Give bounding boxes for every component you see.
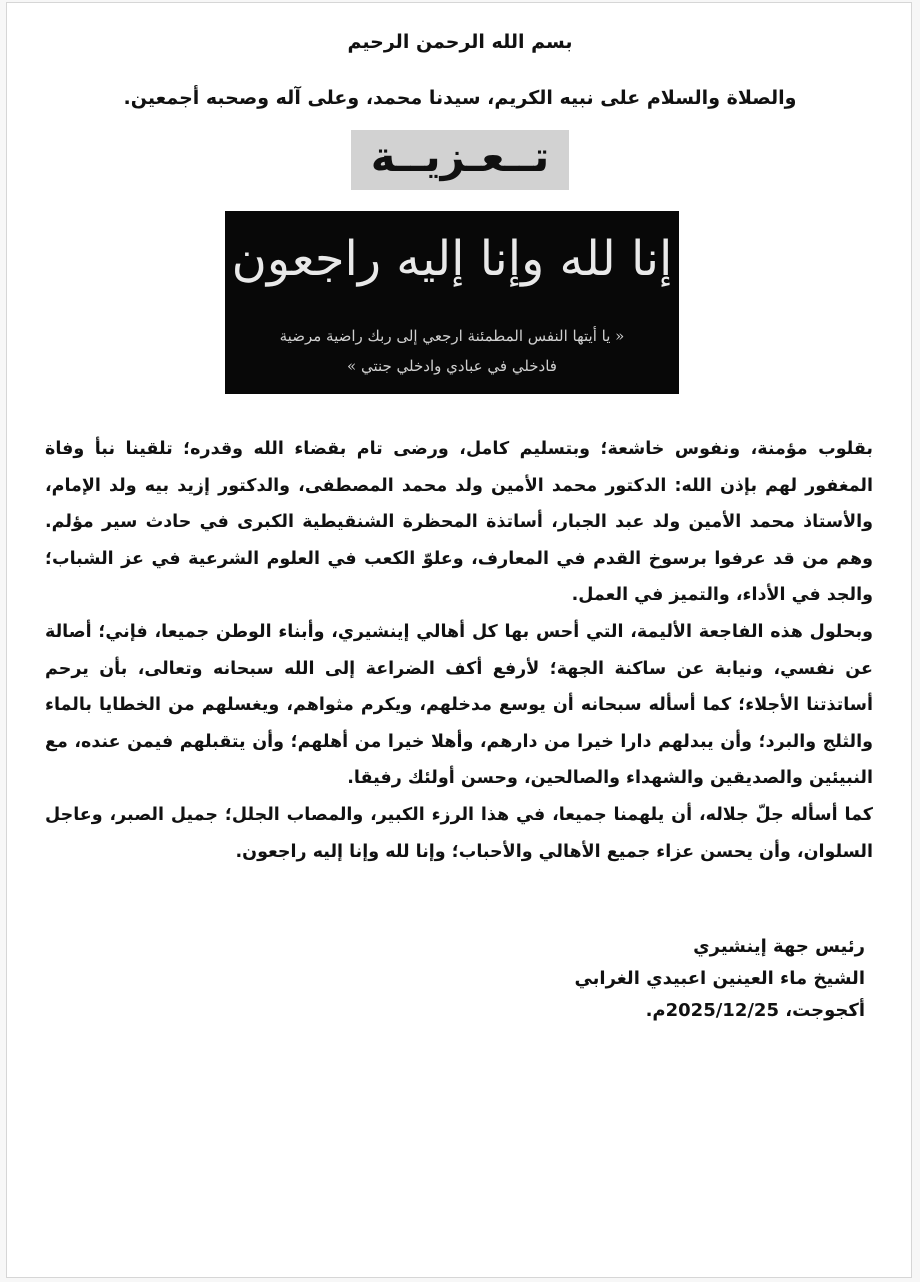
- body-paragraph-1: بقلوب مؤمنة، ونفوس خاشعة؛ وبتسليم كامل، ورضى تام بقضاء الله وقدره؛ تلقينا نبأ وفاة المغفور لهم بإذن الله: الدكتور محمد الأمين ولد محمد المصطفى، والدكتور إزيد بيه ولد الإمام، والأستاذ محمد الأمين ولد عبد الجبار، أساتذة المحظرة الشنقيطية الكبرى في حادث سير مؤلم. وهم من قد عرفوا برسوخ القدم في المعارف، وعلوّ الكعب في العلوم الشرعية في عز الشباب؛ والجد في الأداء، والتميز في العمل.: [45, 439, 873, 606]
- body-paragraph-3: كما أسأله جلّ جلاله، أن يلهمنا جميعا، في هذا الرزء الكبير، والمصاب الجلل؛ جميل الصبر، وعاجل السلوان، وأن يحسن عزاء جميع الأهالي والأحباب؛ وإنا لله وإنا إليه راجعون.: [45, 804, 873, 862]
- banner-main-calligraphy: إنا لله وإنا إليه راجعون: [231, 231, 673, 287]
- basmala: بسم الله الرحمن الرحيم: [347, 31, 573, 53]
- letter-body: [45, 431, 873, 870]
- banner-verse-line-2: فادخلي في عبادي وادخلي جنتي »: [347, 357, 557, 375]
- signer-name: الشيخ ماء العينين اعبيدي الغرابي: [574, 968, 865, 989]
- body-paragraph-2: وبحلول هذه الفاجعة الأليمة، التي أحس بها كل أهالي إينشيري، وأبناء الوطن جميعا، فإني؛ أصالة عن نفسي، ونيابة عن ساكنة الجهة؛ لأرفع أكف الضراعة إلى الله سبحانه وتعالى، بأن يرحم أساتذتنا الأجلاء؛ كما أسأله سبحانه أن يوسع مدخلهم، ويكرم مثواهم، ويغسلهم من الخطايا بالماء والثلج والبرد؛ وأن يبدلهم دارا خيرا من دارهم، وأهلا خيرا من أهلهم؛ وأن يتقبلهم فيمن عنده، مع النبيئين والصديقين والشهداء والصالحين، وحسن أولئك رفيقا.: [45, 621, 873, 789]
- title-wrapper: [7, 130, 913, 190]
- signature-block: [574, 931, 865, 1027]
- condolence-document: [6, 2, 912, 1278]
- salat-line: والصلاة والسلام على نبيه الكريم، سيدنا محمد، وعلى آله وصحبه أجمعين.: [123, 87, 797, 109]
- place-and-date: أكجوجت، 2025/12/25م.: [645, 1000, 865, 1021]
- document-title: تــعـزيــة: [351, 130, 570, 190]
- condolence-banner-image: [225, 211, 679, 394]
- signer-position: رئيس جهة إينشيري: [693, 936, 865, 957]
- banner-verse-line-1: « يا أيتها النفس المطمئنة ارجعي إلى ربك راضية مرضية: [279, 327, 625, 345]
